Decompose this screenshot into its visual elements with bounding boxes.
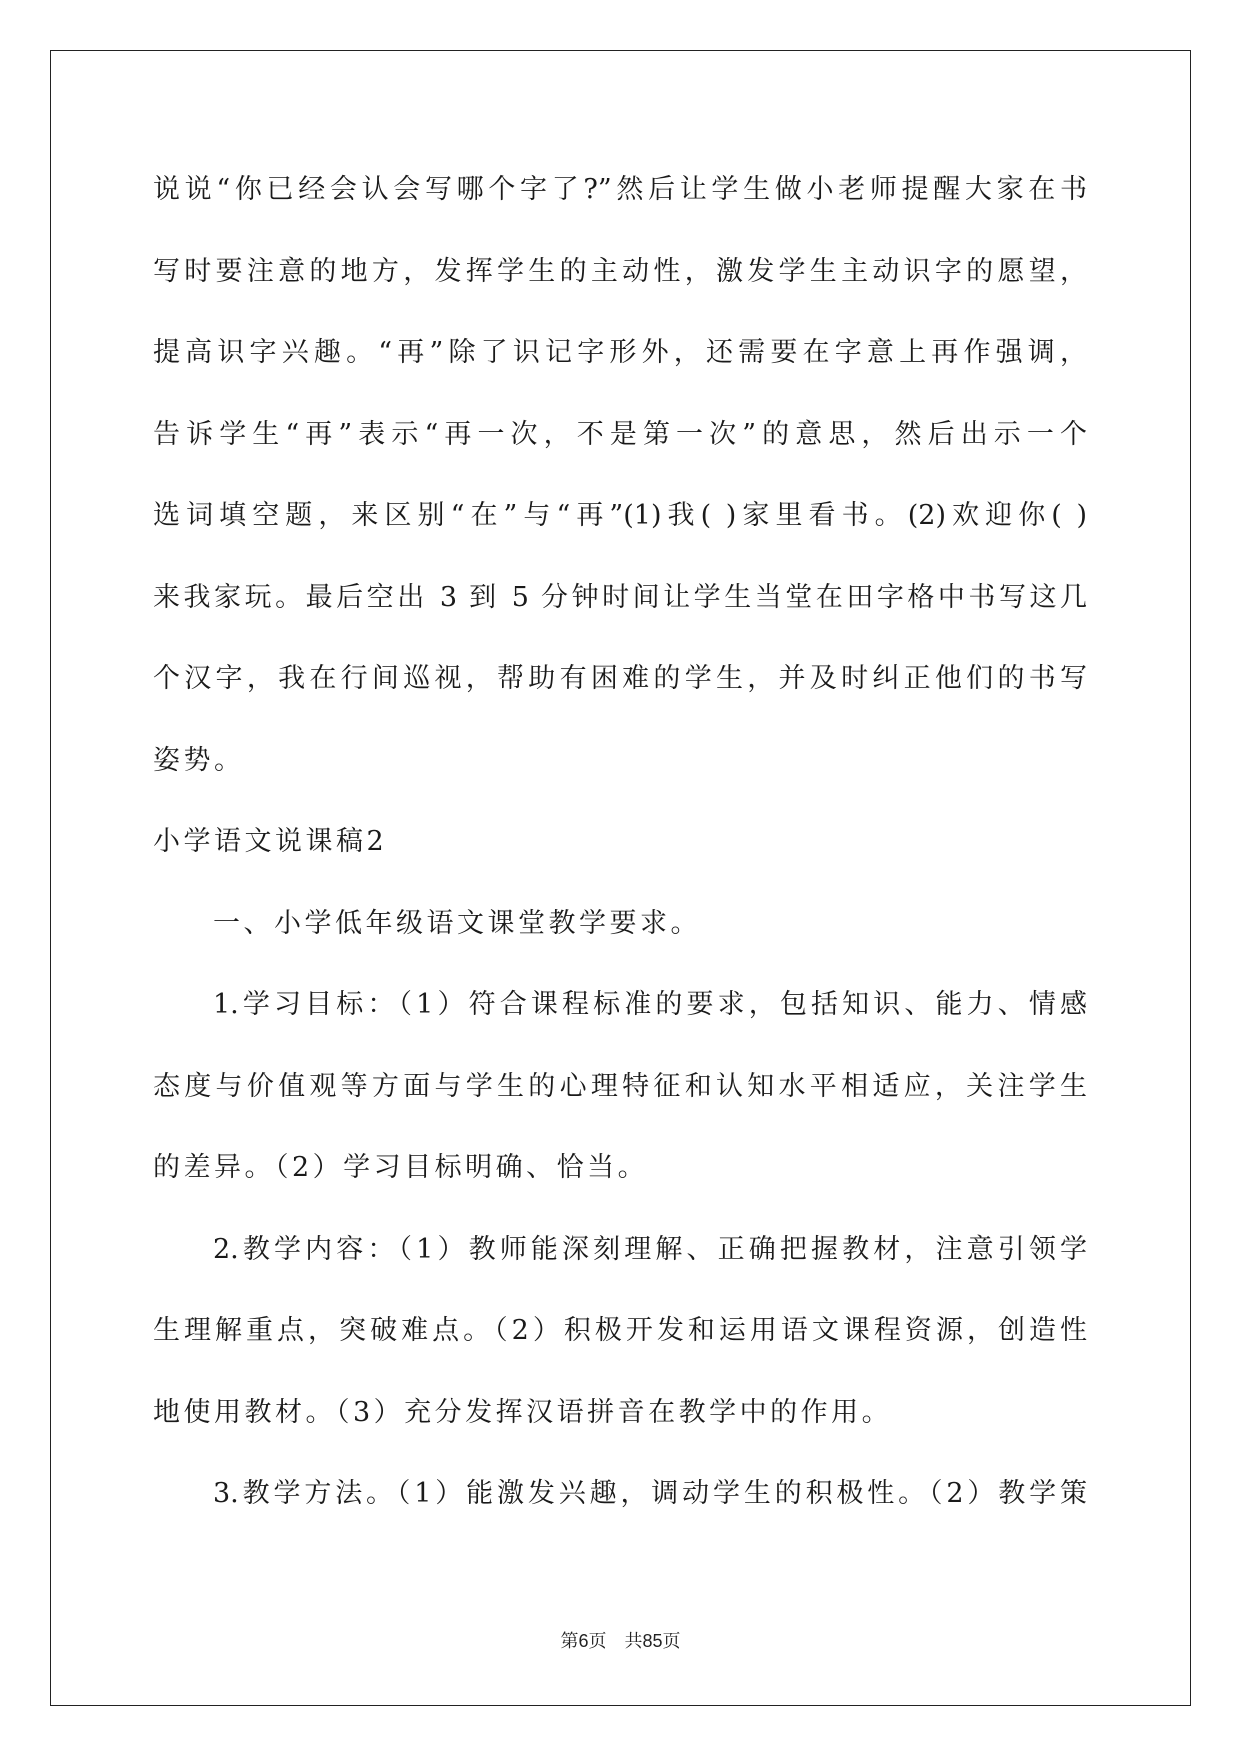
paragraph-line: 2.教学内容：（1）教师能深刻理解、正确把握教材，注意引领学 — [213, 1233, 1087, 1265]
paragraph-line: 选词填空题，来区别“在”与“再”(1)我( )家里看书。(2)欢迎你( ) — [153, 500, 1087, 531]
paragraph-line: 的差异。（2）学习目标明确、恰当。 — [153, 1152, 649, 1183]
subsection-heading: 一、小学低年级语文课堂教学要求。 — [213, 907, 701, 939]
section-heading: 小学语文说课稿2 — [153, 826, 388, 857]
paragraph-line: 地使用教材。（3）充分发挥汉语拼音在教学中的作用。 — [153, 1396, 893, 1428]
page-footer — [0, 1628, 1241, 1654]
page-number: 第6页 — [560, 1631, 607, 1651]
paragraph-line: 提高识字兴趣。“再”除了识记字形外，还需要在字意上再作强调， — [153, 337, 1087, 368]
paragraph-line: 1.学习目标：（1）符合课程标准的要求，包括知识、能力、情感 — [213, 989, 1087, 1020]
paragraph-line: 说说“你已经会认会写哪个字了?”然后让学生做小老师提醒大家在书 — [153, 174, 1087, 205]
paragraph-line: 姿势。 — [153, 744, 245, 776]
document-body — [0, 149, 1241, 1535]
paragraph-line: 生理解重点，突破难点。（2）积极开发和运用语文课程资源，创造性 — [153, 1315, 1087, 1346]
paragraph-line: 来我家玩。最后空出 3 到 5 分钟时间让学生当堂在田字格中书写这几 — [153, 581, 1087, 613]
paragraph-line: 写时要注意的地方，发挥学生的主动性，激发学生主动识字的愿望， — [153, 255, 1087, 287]
paragraph-line: 3.教学方法。（1）能激发兴趣，调动学生的积极性。（2）教学策 — [213, 1478, 1087, 1509]
paragraph-line: 告诉学生“再”表示“再一次，不是第一次”的意思，然后出示一个 — [153, 418, 1087, 450]
paragraph-line: 态度与价值观等方面与学生的心理特征和认知水平相适应，关注学生 — [153, 1070, 1087, 1102]
page-total: 共85页 — [624, 1631, 681, 1651]
paragraph-line: 个汉字，我在行间巡视，帮助有困难的学生，并及时纠正他们的书写 — [153, 663, 1087, 694]
